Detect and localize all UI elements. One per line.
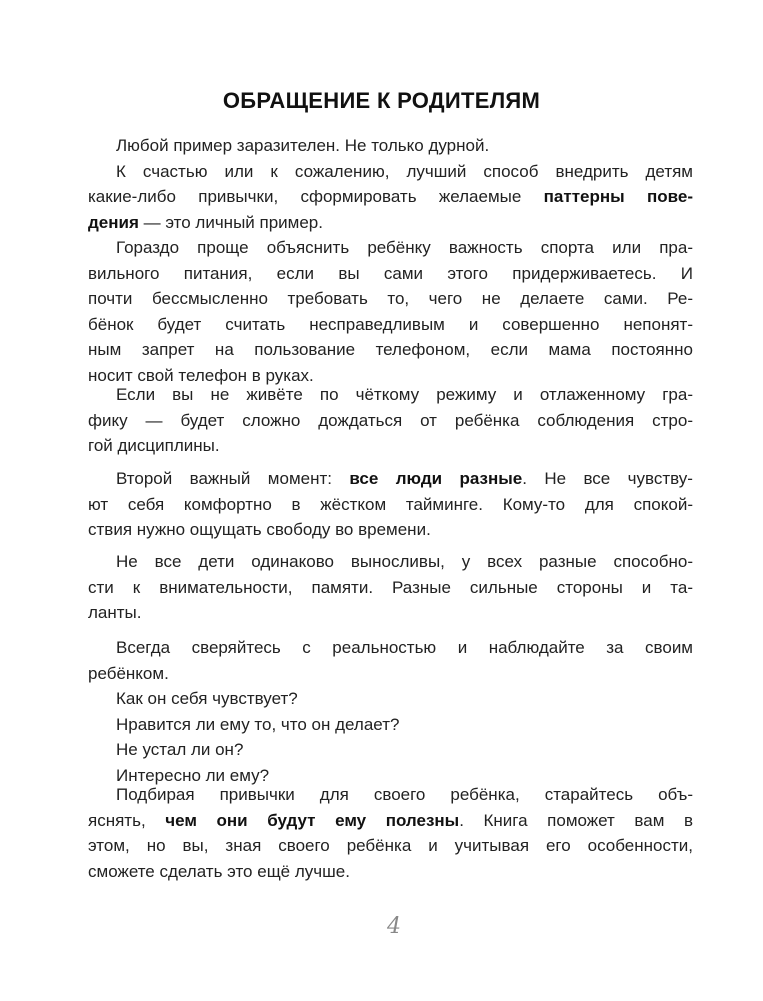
text-line: Второй важный момент: все люди разные. Не все чувству- <box>116 469 693 488</box>
text-line: вильного питания, если вы сами этого придерживаетесь. И <box>88 263 693 283</box>
text-line: бёнок будет считать несправедливым и совершенно непонят- <box>88 314 693 334</box>
bold-term: все люди разные <box>349 469 523 488</box>
paragraph-6 <box>88 635 693 788</box>
paragraph-5 <box>88 549 693 626</box>
paragraph-2 <box>88 235 693 388</box>
text-line: Не устал ли он? <box>116 740 244 759</box>
bold-term: паттерны пове- <box>543 187 693 206</box>
text-line: Интересно ли ему? <box>116 765 270 785</box>
text-line: почти бессмысленно требовать то, чего не делаете сами. Ре- <box>88 289 693 308</box>
text-line: ствия нужно ощущать свободу во времени. <box>88 520 431 539</box>
text-line: Подбирая привычки для своего ребёнка, старайтесь объ- <box>116 785 693 804</box>
paragraph-1 <box>88 133 693 235</box>
text-line: фику — будет сложно дождаться от ребёнка соблюдения стро- <box>88 410 693 430</box>
paragraph-3 <box>88 382 693 459</box>
text-line: ребёнком. <box>88 663 169 683</box>
text-line: ным запрет на пользование телефоном, если мама постоянно <box>88 340 693 359</box>
text-line: сти к внимательности, памяти. Разные сильные стороны и та- <box>88 577 693 597</box>
paragraph-7 <box>88 782 693 884</box>
text-line: гой дисциплины. <box>88 436 220 455</box>
text-line: Не все дети одинаково выносливы, у всех разные способно- <box>116 552 693 571</box>
text-line: Гораздо проще объяснить ребёнку важность спорта или пра- <box>116 238 693 257</box>
text-line: Всегда сверяйтесь с реальностью и наблюдайте за своим <box>116 638 693 657</box>
page-title: ОБРАЩЕНИЕ К РОДИТЕЛЯМ <box>222 88 541 113</box>
text-line: ланты. <box>88 603 142 622</box>
text-line: этом, но вы, зная своего ребёнка и учитывая его особенности, <box>88 836 693 855</box>
text-line: Если вы не живёте по чёткому режиму и отлаженному гра- <box>116 385 693 404</box>
text-line: Нравится ли ему то, что он делает? <box>116 714 400 734</box>
text-line: носит свой телефон в руках. <box>88 365 314 385</box>
text-line: ют себя комфортно в жёстком тайминге. Кому-то для спокой- <box>88 494 693 514</box>
paragraph-4 <box>88 466 693 543</box>
bold-term: чем они будут ему полезны <box>165 810 460 830</box>
page-number: 4 <box>387 914 401 939</box>
text-line: яснять, чем они будут ему полезны. Книга поможет вам в <box>88 810 693 830</box>
bold-term: дения <box>88 212 139 232</box>
text-line: какие-либо привычки, сформировать желаемые паттерны пове- <box>88 187 693 206</box>
text-line: Как он себя чувствует? <box>116 689 298 708</box>
text-line: сможете сделать это ещё лучше. <box>88 861 350 881</box>
text-line: Любой пример заразителен. Не только дурной. <box>116 136 490 155</box>
text-line: дения — это личный пример. <box>88 212 323 232</box>
text-line: К счастью или к сожалению, лучший способ внедрить детям <box>116 161 693 181</box>
